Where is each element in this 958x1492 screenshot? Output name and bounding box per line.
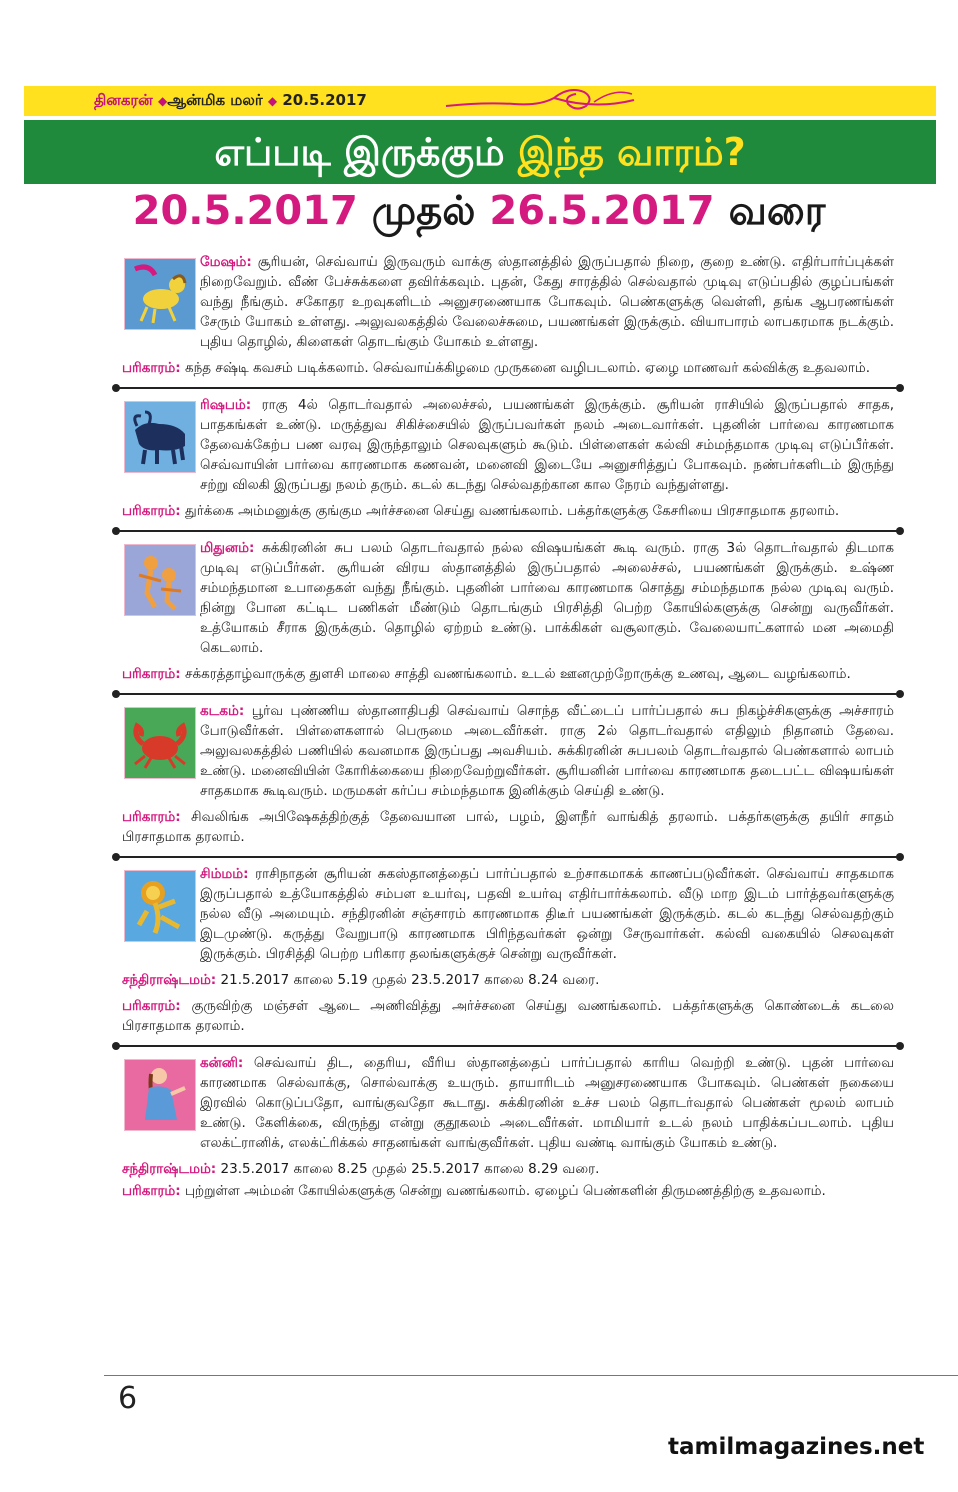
sign-name: சிம்மம்:: [200, 866, 249, 882]
remedy-label: பரிகாரம்:: [122, 1183, 181, 1199]
sign-name: கடகம்:: [200, 703, 245, 719]
chandrashtama: [122, 1159, 894, 1179]
divider: [116, 686, 900, 695]
chandrashtama-label: சந்திராஷ்டமம்:: [122, 1161, 217, 1177]
date-range: [0, 188, 958, 239]
chandrashtama: [122, 970, 894, 990]
remedy: [122, 1181, 894, 1201]
sign-kanni: [122, 1053, 894, 1201]
remedy-text: புற்றுள்ள அம்மன் கோயில்களுக்கு சென்று வணங்கலாம். ஏழைப் பெண்களின் திருமணத்திற்கு உதவலாம்.: [184, 1183, 826, 1199]
site-watermark: tamilmagazines.net: [668, 1434, 925, 1460]
remedy: [122, 664, 894, 684]
sign-name: கன்னி:: [200, 1055, 244, 1071]
diamond-icon: ◆: [267, 94, 278, 108]
sign-mesham: [122, 252, 894, 378]
publication-name: தினகரன்: [94, 91, 153, 109]
sign-name: ரிஷபம்:: [200, 397, 252, 413]
chandrashtama-text: 23.5.2017 காலை 8.25 முதல் 25.5.2017 காலை 8.29 வரை.: [220, 1161, 600, 1177]
aries-ram-icon: [124, 258, 196, 330]
sign-simmam: [122, 864, 894, 1036]
remedy-text: துர்க்கை அம்மனுக்கு குங்கும அர்ச்சனை செய்து வணங்கலாம். பக்தர்களுக்கு கேசரியை பிரசாதமாக தரலாம்.: [184, 503, 840, 519]
diamond-icon: ◆: [157, 94, 168, 108]
horoscope-content: [122, 252, 894, 1203]
title-part2: இந்த வாரம்?: [517, 130, 746, 174]
virgo-maiden-icon: [124, 1059, 196, 1131]
sign-text: ராசிநாதன் சூரியன் சுகஸ்தானத்தைப் பார்ப்பதால் உற்சாகமாகக் காணப்படுவீர்கள். செவ்வாய் சாதகமாக இருப்பதால் உத்யோகத்தில் சம்பள உயர்வு, பதவி உயர்வு எதிர்பார்க்கலாம். வீடு மாற இடம் பார்த்தவர்களுக்கு நல்ல வீடு அமையும். சந்திரனின் சஞ்சாரம் காரணமாக திடீர் பயணங்கள் இருக்கும். கடல் கடந்து செல்வதற்கும் இடமுண்டு. கருத்து வேறுபாடு காரணமாக பிரிந்தவர்கள் ஒன்று சேருவார்கள். கல்வி வகையில் செலவுகள் இருக்கும். பிரசித்தி பெற்ற பரிகார தலங்களுக்குச் சென்று வருவீர்கள்.: [200, 866, 895, 962]
remedy-text: சக்கரத்தாழ்வாருக்கு துளசி மாலை சாத்தி வணங்கலாம். உடல் ஊனமுற்றோருக்கு உணவு, ஆடை வழங்கலாம்.: [184, 666, 851, 682]
date-end: வரை: [728, 188, 826, 234]
title-part1: எப்படி இருக்கும்: [214, 130, 505, 174]
sign-text: சுக்கிரனின் சுப பலம் தொடர்வதால் நல்ல விஷயங்கள் கூடி வரும். ராகு 3ல் தொடர்வதால் திடமாக முடிவு எடுப்பீர்கள். சூரியன் விரய ஸ்தானத்தில் இருப்பதால் அலைச்சல், பயணங்கள் இருக்கும். உஷ்ண சம்மந்தமான உபாதைகள் வந்து நீங்கும். புதனின் பார்வை காரணமாக சொத்து சம்மந்தமாக நல்ல முடிவு வரும். நின்று போன கட்டிட பணிகள் மீண்டும் தொடங்கும் பிரசித்தி பெற்ற கோயில்களுக்கு சென்று வருவீர்கள். உத்யோகம் சீராக இருக்கும். தொழில் ஏற்றம் உண்டு. பாக்கிகள் வசூலாகும். வேலையாட்களால் மன அமைதி கெடலாம்.: [200, 540, 894, 656]
remedy-label: பரிகாரம்:: [122, 998, 181, 1014]
remedy-label: பரிகாரம்:: [122, 809, 181, 825]
remedy: [122, 996, 894, 1036]
supplement-name: ஆன்மிக மலர்: [167, 91, 263, 109]
ornament-swirl-icon: [444, 80, 644, 120]
remedy: [122, 501, 894, 521]
title-banner: [24, 120, 936, 184]
sign-text: ராகு 4ல் தொடர்வதால் அலைச்சல், பயணங்கள் இருக்கும். சூரியன் ராசியில் இருப்பதால் சாதக, பாதகங்கள் உண்டு. மருத்துவ சிகிச்சையில் இருப்பவர்கள் நலம் அடைவார்கள். புதனின் பார்வை காரணமாக தேவைக்கேற்ப பண வரவு இருந்தாலும் செலவுகளும் கூடும். பிள்ளைகள் கல்வி சம்மந்தமாக முடிவு எடுப்பீர்கள். செவ்வாயின் பார்வை காரணமாக கணவன், மனைவி இடையே அனுசரித்துப் போகவும். நண்பர்களிடம் இருந்து சற்று விலகி இருப்பது நலம் தரும். கடல் கடந்து செல்வதற்கான கால நேரம் வந்துள்ளது.: [200, 397, 894, 493]
header-crumb: [94, 91, 367, 111]
remedy-label: பரிகாரம்:: [122, 503, 181, 519]
sign-name: மேஷம்:: [200, 254, 252, 270]
sign-text: சூரியன், செவ்வாய் இருவரும் வாக்கு ஸ்தானத்தில் இருப்பதால் நிறை, குறை உண்டு. எதிர்பார்ப்புக்கள் நிறைவேறும். வீண் பேச்சுக்களை தவிர்க்கவும். புதன், கேது சாரத்தில் செல்வதால் முடிவு எடுப்பதில் குழப்பங்கள் வந்து நீங்கும். சகோதர உறவுகளிடம் அனுசரணையாக போகவும். பெண்களுக்கு வெள்ளி, தங்க ஆபரணங்கள் சேரும் யோகம் உள்ளது. அலுவலகத்தில் வேலைச்சுமை, பயணங்கள் இருக்கும். வியாபாரம் லாபகரமாக நடக்கும். புதிய தொழில், கிளைகள் தொடங்கும் யோகம் உள்ளது.: [200, 254, 895, 350]
chandrashtama-label: சந்திராஷ்டமம்:: [122, 972, 217, 988]
remedy: [122, 807, 894, 847]
sign-text: செவ்வாய் திட, தைரிய, வீரிய ஸ்தானத்தைப் பார்ப்பதால் காரிய வெற்றி உண்டு. புதன் பார்வை காரணமாக செல்வாக்கு, சொல்வாக்கு உயரும். தாயாரிடம் அனுசரணையாக போகவும். பெண்கள் நகையை இரவில் கொடுப்பதோ, வாங்குவதோ கூடாது. சுக்கிரனின் உச்ச பலம் தொடர்வதால் பெண்கள் மூலம் லாபம் உண்டு. கேளிக்கை, விருந்து என்று குதூகலம் அடைவீர்கள். மாமியார் உடல் நலம் பாதிக்கப்படலாம். புதிய எலக்ட்ரானிக், எலக்ட்ரிக்கல் சாதனங்கள் வாங்குவீர்கள். புதிய வண்டி வாங்கும் யோகம் உண்டு.: [200, 1055, 894, 1151]
sign-text: பூர்வ புண்ணிய ஸ்தானாதிபதி செவ்வாய் சொந்த வீட்டைப் பார்ப்பதால் சுப நிகழ்ச்சிகளுக்கு அச்சாரம் போடுவீர்கள். பிள்ளைகளால் பெருமை அடைவீர்கள். ராகு 2ல் தொடர்வதால் எதிலும் நிதானம் தேவை. அலுவலகத்தில் பணியில் கவனமாக இருப்பது அவசியம். சுக்கிரனின் சுபபலம் தொடர்வதால் பெண்களால் லாபம் உண்டு. மனைவியின் கோரிக்கையை நிறைவேற்றுவீர்கள். சூரியனின் பார்வை காரணமாக தடைபட்ட விஷயங்கள் சாதகமாக கூடிவரும். மருமகள் கர்ப்ப சம்மந்தமாக இனிக்கும் செய்தி உண்டு.: [200, 703, 895, 799]
sign-kadagam: [122, 701, 894, 847]
chandrashtama-text: 21.5.2017 காலை 5.19 முதல் 23.5.2017 காலை 8.24 வரை.: [220, 972, 600, 988]
header-date: 20.5.2017: [282, 91, 367, 109]
header-bar: [24, 86, 936, 116]
divider: [116, 1038, 900, 1047]
remedy-text: குருவிற்கு மஞ்சள் ஆடை அணிவித்து அர்ச்சனை செய்து வணங்கலாம். பக்தர்களுக்கு கொண்டைக் கடலை பிரசாதமாக தரலாம்.: [122, 998, 895, 1034]
taurus-bull-icon: [124, 401, 196, 473]
sign-rishabam: [122, 395, 894, 521]
divider: [116, 380, 900, 389]
date-to: 26.5.2017: [489, 188, 715, 234]
remedy-label: பரிகாரம்:: [122, 360, 181, 376]
divider: [116, 523, 900, 532]
remedy-label: பரிகாரம்:: [122, 666, 181, 682]
remedy: [122, 358, 894, 378]
sign-mithunam: [122, 538, 894, 684]
page-number: 6: [118, 1381, 138, 1416]
gemini-twins-icon: [124, 544, 196, 616]
date-mid: முதல்: [371, 188, 476, 234]
date-from: 20.5.2017: [132, 188, 358, 234]
divider: [116, 849, 900, 858]
leo-lion-icon: [124, 870, 196, 942]
sign-name: மிதுனம்:: [200, 540, 255, 556]
remedy-text: சிவலிங்க அபிஷேகத்திற்குத் தேவையான பால், பழம், இளநீர் வாங்கித் தரலாம். பக்தர்களுக்கு தயிர் சாதம் பிரசாதமாக தரலாம்.: [122, 809, 894, 845]
remedy-text: கந்த சஷ்டி கவசம் படிக்கலாம். செவ்வாய்க்கிழமை முருகனை வழிபடலாம். ஏழை மாணவர் கல்விக்கு உதவலாம்.: [184, 360, 871, 376]
cancer-crab-icon: [124, 707, 196, 779]
footer-rule: [104, 1375, 958, 1376]
